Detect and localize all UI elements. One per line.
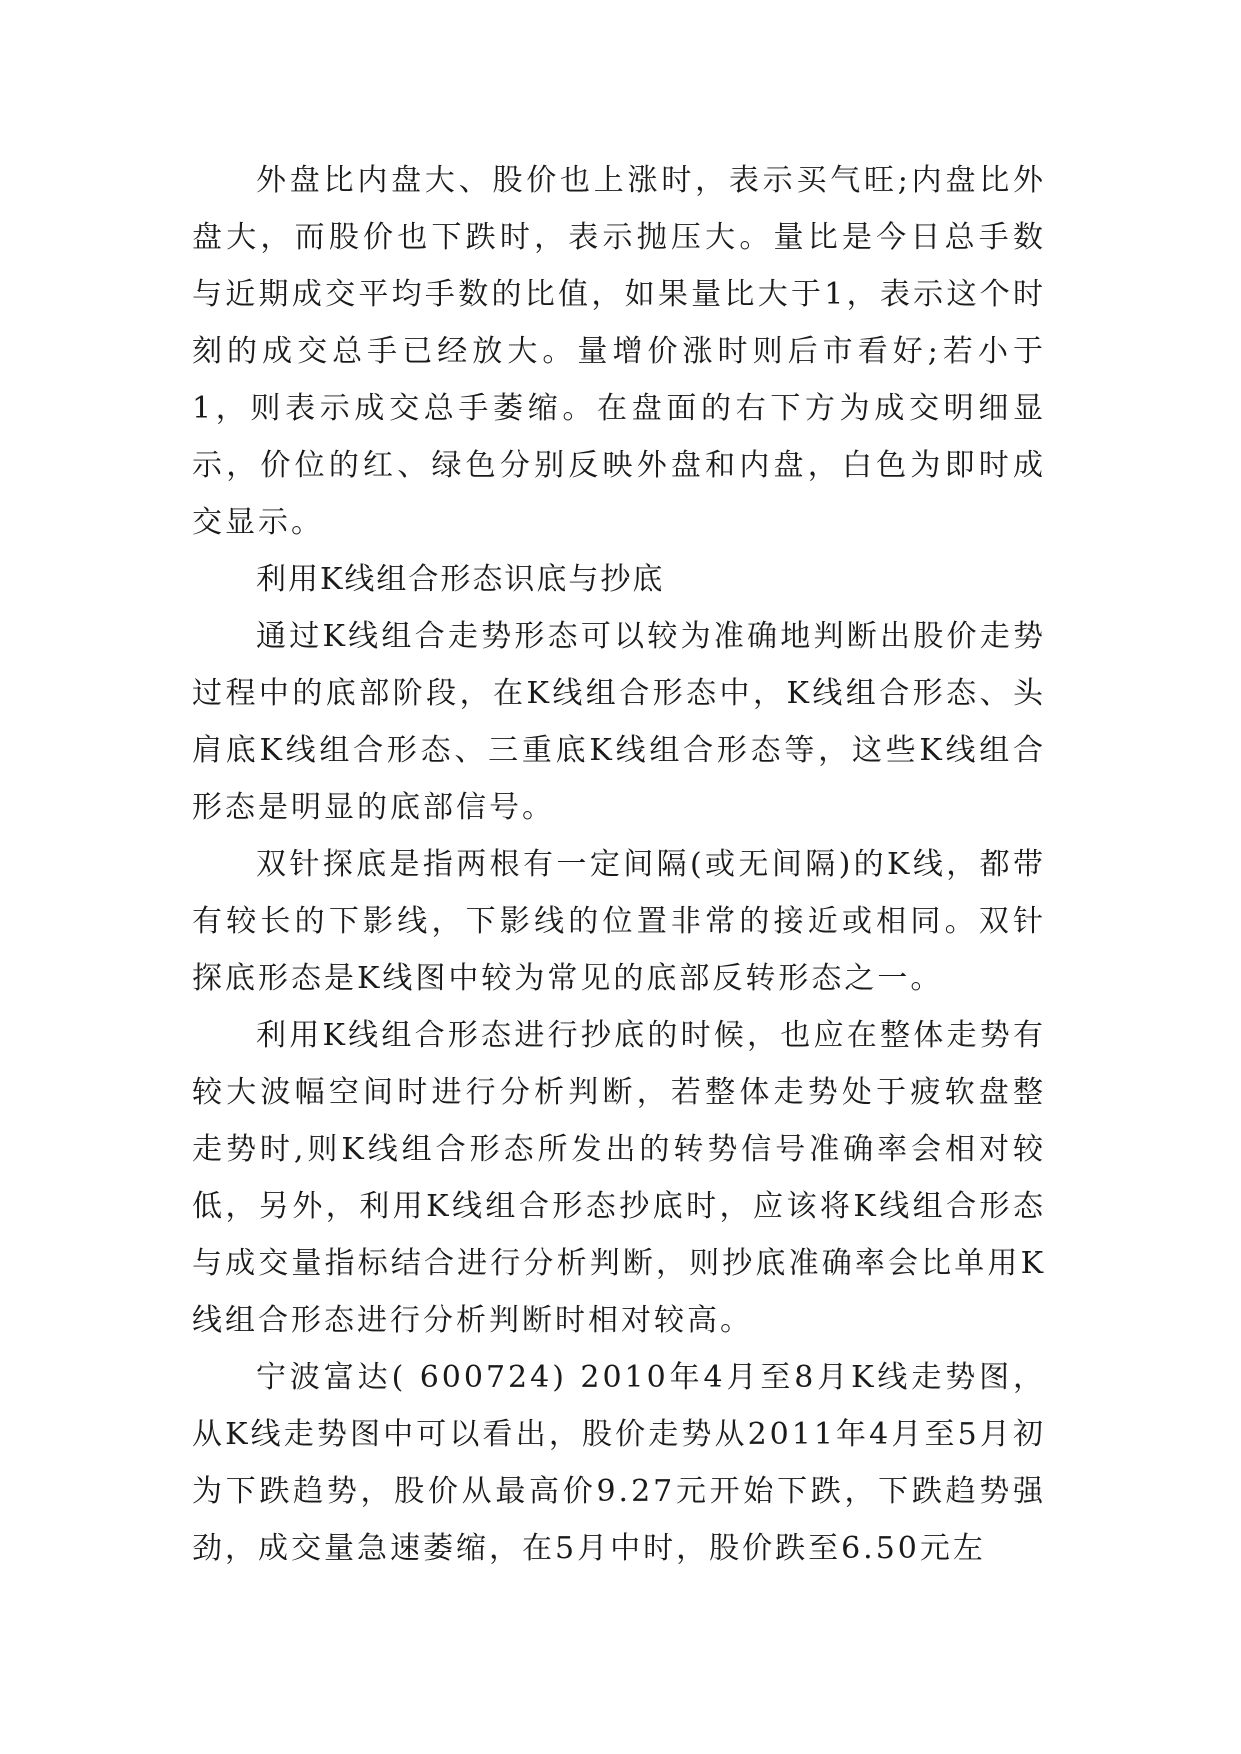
paragraph-buy-sell-pressure: 外盘比内盘大、股价也上涨时，表示买气旺;内盘比外盘大，而股价也下跌时，表示抛压大。量比是今日总手数与近期成交平均手数的比值，如果量比大于1，表示这个时刻的成交总手已经放大。量增价涨时则后市看好;若小于1，则表示成交总手萎缩。在盘面的右下方为成交明细显示，价位的红、绿色分别反映外盘和内盘，白色为即时成交显示。 — [192, 163, 1046, 540]
paragraph-bottom-patterns: 通过K线组合走势形态可以较为准确地判断出股价走势过程中的底部阶段，在K线组合形态中，K线组合形态、头肩底K线组合形态、三重底K线组合形态等，这些K线组合形态是明显的底部信号。 — [192, 619, 1046, 825]
paragraph-ningbo-fuda-example: 宁波富达( 600724) 2010年4月至8月K线走势图，从K线走势图中可以看出，股价走势从2011年4月至5月初为下跌趋势，股价从最高价9.27元开始下跌，下跌趋势强劲，成交量急速萎缩，在5月中时，股价跌至6.50元左 — [192, 1360, 1046, 1566]
paragraph-double-needle-bottom: 双针探底是指两根有一定间隔(或无间隔)的K线，都带有较长的下影线，下影线的位置非常的接近或相同。双针探底形态是K线图中较为常见的底部反转形态之一。 — [192, 847, 1046, 996]
paragraph-bottom-fishing-advice: 利用K线组合形态进行抄底的时候，也应在整体走势有较大波幅空间时进行分析判断，若整体走势处于疲软盘整走势时,则K线组合形态所发出的转势信号准确率会相对较低，另外，利用K线组合形态抄底时，应该将K线组合形态与成交量指标结合进行分析判断，则抄底准确率会比单用K线组合形态进行分析判断时相对较高。 — [192, 1018, 1046, 1338]
section-heading-k-line-bottom: 利用K线组合形态识底与抄底 — [256, 562, 665, 597]
